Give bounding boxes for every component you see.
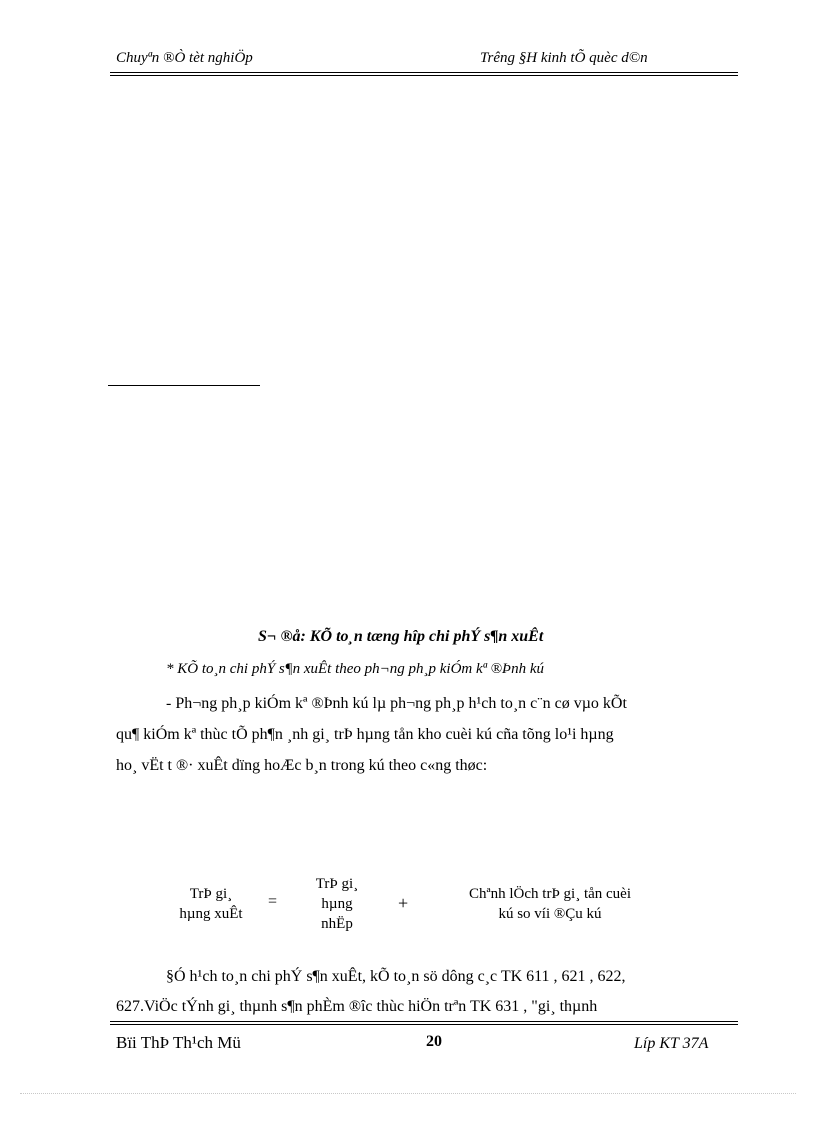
formula-lhs xyxy=(158,884,264,924)
formula-mid-line1: TrÞ gi¸ xyxy=(315,876,359,892)
formula-rhs-line1: Chªnh lÖch trÞ gi¸ tån cuèi xyxy=(468,886,632,902)
formula-lhs-line1: TrÞ gi¸ xyxy=(189,886,233,902)
formula-rhs xyxy=(430,884,670,924)
formula-mid-line2: hµng xyxy=(321,896,353,912)
page-bottom-dotted-border xyxy=(20,1093,796,1094)
page-number: 20 xyxy=(426,1033,442,1050)
header-rule-bottom xyxy=(110,75,738,76)
para1-line2: qu¶ kiÓm kª thùc tÕ ph¶n ¸nh gi¸ trÞ hµng tån kho cuèi kú cña tõng lo¹i hµng xyxy=(116,726,614,743)
footer-rule-bottom xyxy=(110,1024,738,1025)
formula-equals: = xyxy=(268,893,278,910)
formula-mid-line3: nhËp xyxy=(321,916,353,932)
para1-line3: ho¸ vËt t ®· xuÊt dïng hoÆc b¸n trong kú theo c«ng thøc: xyxy=(116,757,488,774)
header-right: Trêng §H kinh tÕ quèc d©n xyxy=(480,50,648,66)
para2-line1: §Ó h¹ch to¸n chi phÝ s¶n xuÊt, kÕ to¸n sö dông c¸c TK 611 , 621 , 622, xyxy=(166,968,626,985)
section-subtitle: * KÕ to¸n chi phÝ s¶n xuÊt theo ph¬ng ph¸p kiÓm kª ®Þnh kú xyxy=(166,661,545,677)
header-rule-top xyxy=(110,72,738,73)
para1-line1: - Ph¬ng ph¸p kiÓm kª ®Þnh kú lµ ph¬ng ph¸p h¹ch to¸n c¨n cø vµo kÕt xyxy=(166,695,627,712)
formula-plus: + xyxy=(398,893,409,913)
para2-line2: 627.ViÖc tÝnh gi¸ thµnh s¶n phÈm ®îc thùc hiÖn trªn TK 631 , "gi¸ thµnh xyxy=(116,998,598,1015)
formula-mid xyxy=(300,874,374,934)
header-left: Chuyªn ®Ò tèt nghiÖp xyxy=(116,50,253,66)
formula-rhs-line2: kú so víi ®Çu kú xyxy=(498,906,602,922)
formula-lhs-line2: hµng xuÊt xyxy=(179,906,243,922)
footnote-separator xyxy=(108,385,260,386)
footer-author: Bïi ThÞ Th¹ch Mü xyxy=(116,1033,241,1052)
section-title: S¬ ®å: KÕ to¸n tæng hîp chi phÝ s¶n xuÊt xyxy=(258,628,544,645)
footer-class: Líp KT 37A xyxy=(634,1035,709,1052)
footer-rule-top xyxy=(110,1021,738,1022)
